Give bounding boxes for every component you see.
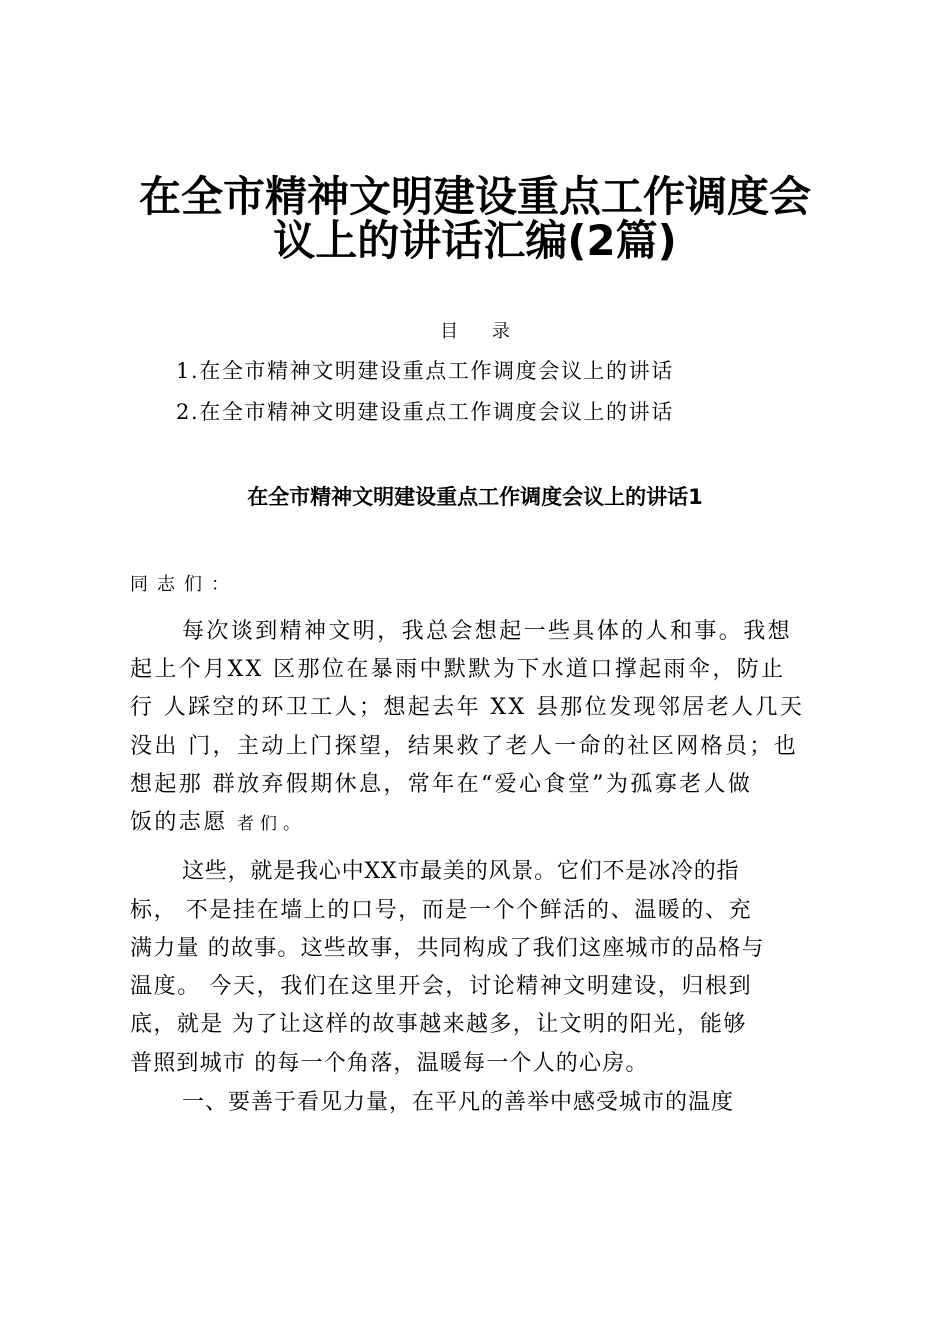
body-line-3: 行 人踩空的环卫工人；想起去年 XX 县那位发现邻居老人几天: [130, 695, 805, 720]
body-line-6-tail: 者们。: [237, 814, 306, 834]
body-line-7: 这些，就是我心中XX市最美的风景。它们不是冰冷的指: [182, 859, 740, 884]
toc-item-2: 2.在全市精神文明建设重点工作调度会议上的讲话: [176, 400, 674, 424]
section-heading-1: 一、要善于看见力量，在平凡的善举中感受城市的温度: [182, 1090, 735, 1115]
body-line-10: 温度。 今天，我们在这里开会，讨论精神文明建设，归根到: [130, 974, 753, 999]
body-line-4: 没出 门，主动上门探望，结果救了老人一命的社区网格员；也: [130, 734, 799, 759]
document-title-line-1: 在全市精神文明建设重点工作调度会: [138, 172, 811, 221]
toc-item-1: 1.在全市精神文明建设重点工作调度会议上的讲话: [176, 359, 674, 383]
section-title: 在全市精神文明建设重点工作调度会议上的讲话1: [247, 485, 703, 509]
body-line-8: 标， 不是挂在墙上的口号，而是一个个鲜活的、温暖的、充: [130, 898, 753, 923]
salutation: 同志们：: [130, 574, 238, 595]
body-line-12: 普照到城市 的每一个角落，温暖每一个人的心房。: [130, 1051, 649, 1076]
toc-heading: 目 录: [440, 321, 524, 342]
document-title-line-2: 议上的讲话汇编(2篇): [273, 216, 677, 265]
body-line-6: [130, 805, 830, 842]
body-line-6-text: 饭的志愿: [130, 810, 237, 835]
body-line-2: 起上个月XX 区那位在暴雨中默默为下水道口撑起雨伞，防止: [130, 657, 786, 682]
body-line-5: 想起那 群放弃假期休息，常年在“爱心食堂”为孤寡老人做: [130, 772, 753, 797]
body-line-9: 满力量 的故事。这些故事，共同构成了我们这座城市的品格与: [130, 936, 765, 961]
body-line-1: 每次谈到精神文明，我总会想起一些具体的人和事。我想: [182, 619, 793, 644]
body-line-11: 底，就是 为了让这样的故事越来越多，让文明的阳光，能够: [130, 1012, 747, 1037]
